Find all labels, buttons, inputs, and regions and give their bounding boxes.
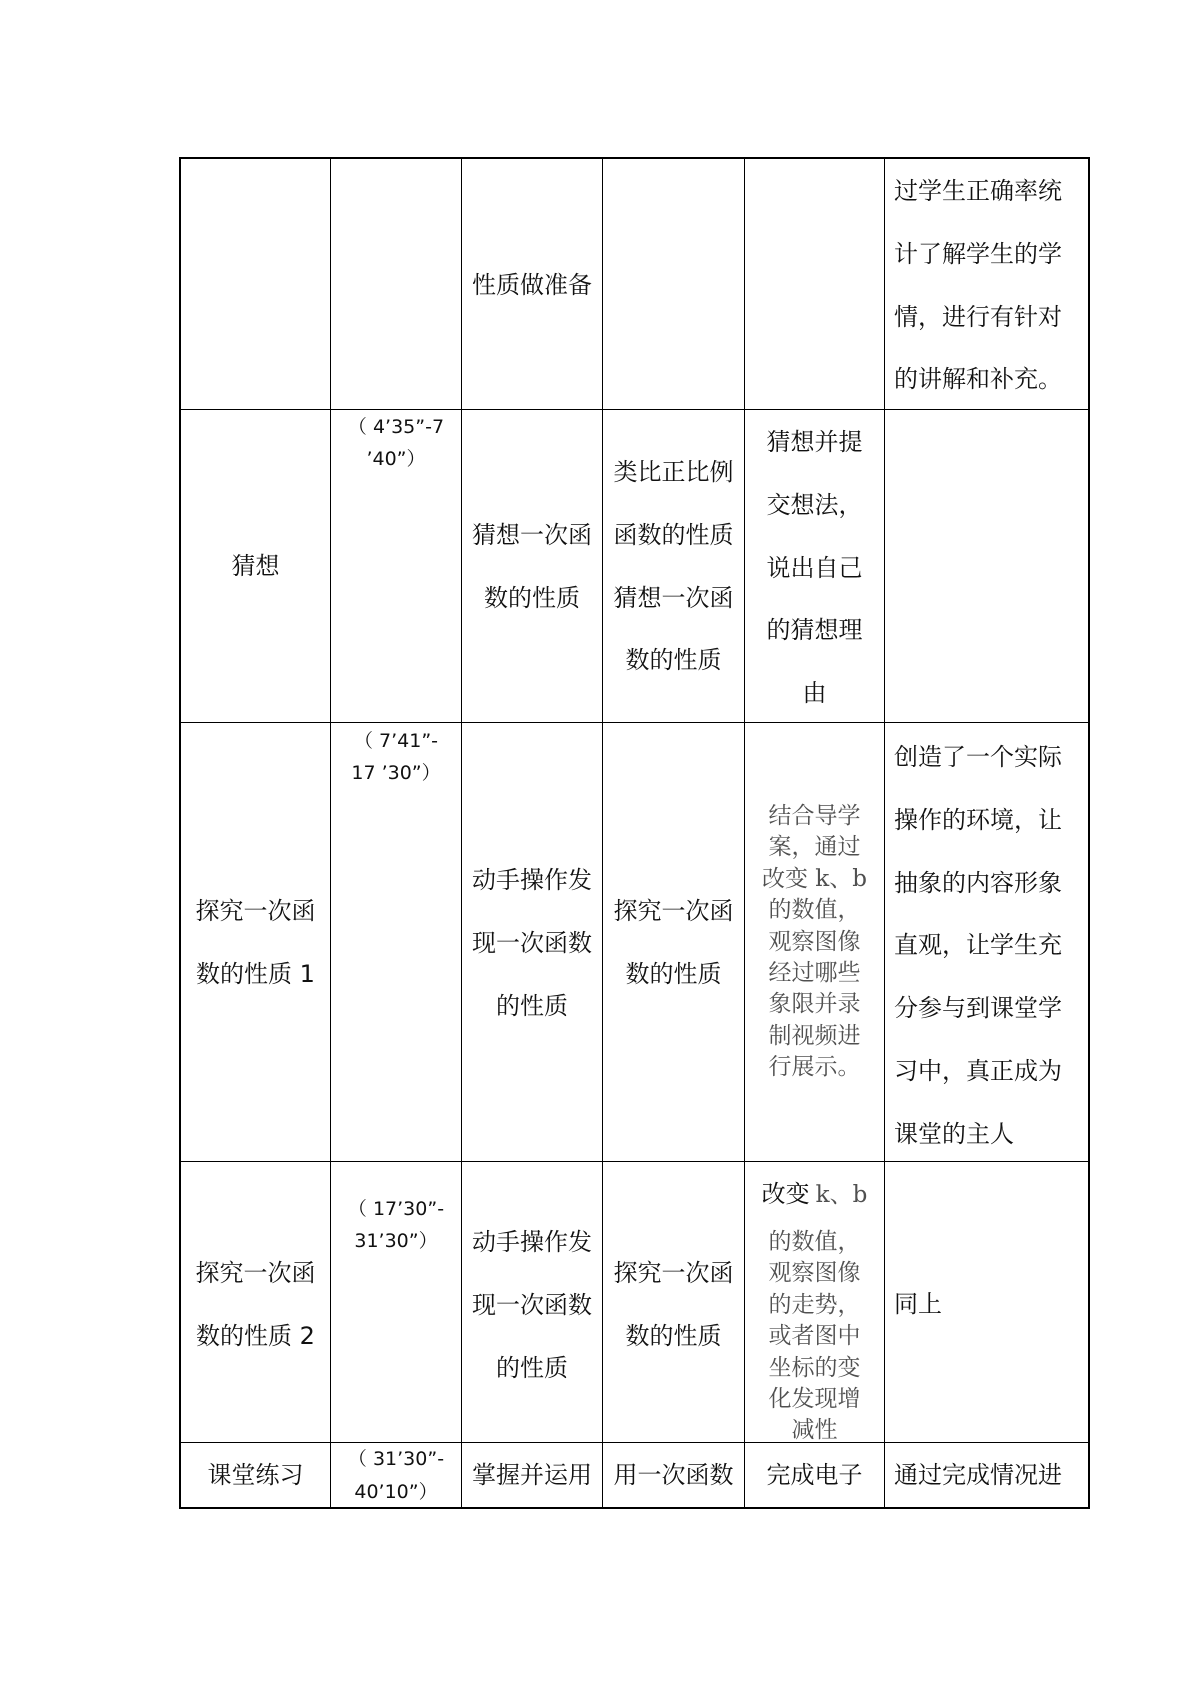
table-cell bbox=[602, 1442, 745, 1508]
cell-line: 案，通过 bbox=[768, 834, 861, 861]
cell-line: 情，进行有针对 bbox=[894, 302, 1062, 331]
cell-text bbox=[462, 504, 602, 630]
time-range-line: （ 31’30”- bbox=[347, 1448, 445, 1470]
cell-line-lead: 改变 bbox=[761, 1180, 810, 1208]
table-cell bbox=[744, 1442, 885, 1508]
cell-line: 数的性质 bbox=[625, 959, 722, 988]
cell-line: 的数值， bbox=[768, 897, 861, 924]
table-cell bbox=[461, 722, 603, 1162]
cell-line: 性质做准备 bbox=[472, 271, 592, 299]
table-cell bbox=[884, 158, 1089, 410]
cell-line: 猜想并提 bbox=[766, 428, 863, 456]
cell-line: 象限并录 bbox=[768, 991, 861, 1018]
cell-line: 坐标的变 bbox=[768, 1354, 861, 1381]
cell-line: 现一次函数 bbox=[472, 1290, 592, 1319]
time-range bbox=[331, 725, 461, 789]
cell-line: 行展示。 bbox=[768, 1054, 861, 1081]
cell-line: 分参与到课堂学 bbox=[894, 994, 1062, 1023]
cell-line: 操作的环境，让 bbox=[894, 805, 1062, 834]
table-cell bbox=[744, 409, 885, 723]
cell-line bbox=[745, 1162, 884, 1227]
cell-text bbox=[181, 535, 330, 598]
cell-line: 数的性质 2 bbox=[196, 1321, 315, 1350]
cell-text bbox=[745, 411, 884, 725]
table-cell bbox=[744, 1161, 885, 1443]
table-cell bbox=[461, 1161, 603, 1443]
cell-text bbox=[603, 880, 744, 1006]
cell-text bbox=[603, 1444, 744, 1507]
cell-line: 的性质 bbox=[496, 1353, 568, 1382]
table-cell bbox=[744, 158, 885, 410]
cell-text bbox=[462, 849, 602, 1037]
time-range-line: 31’30”） bbox=[354, 1230, 438, 1252]
table-cell bbox=[884, 1442, 1089, 1508]
table-cell bbox=[330, 722, 462, 1162]
cell-text bbox=[745, 801, 884, 1084]
cell-line: 现一次函数 bbox=[472, 928, 592, 957]
table-cell bbox=[461, 409, 603, 723]
cell-line: 数的性质 bbox=[625, 646, 722, 675]
table-cell bbox=[461, 1442, 603, 1508]
time-range-line: （ 17’30”- bbox=[347, 1198, 445, 1220]
time-range-line: 17 ’30”） bbox=[351, 762, 441, 784]
cell-text bbox=[462, 1444, 602, 1507]
cell-text bbox=[181, 1444, 330, 1507]
table-cell bbox=[330, 1161, 462, 1443]
cell-line: 或者图中 bbox=[768, 1323, 861, 1350]
table-cell bbox=[180, 409, 331, 723]
cell-text bbox=[745, 1162, 884, 1447]
cell-line: 用一次函数 bbox=[613, 1461, 734, 1489]
time-range-line: ’40”） bbox=[366, 448, 426, 470]
cell-line: 数的性质 1 bbox=[196, 959, 315, 988]
cell-line: 的数值， bbox=[768, 1229, 861, 1255]
time-range bbox=[331, 1193, 461, 1257]
table-cell bbox=[180, 1161, 331, 1443]
time-range-line: 40’10”） bbox=[354, 1481, 438, 1503]
cell-line: 完成电子 bbox=[766, 1461, 863, 1489]
table-cell bbox=[884, 409, 1089, 723]
cell-line: 猜想一次函 bbox=[613, 583, 734, 612]
cell-text bbox=[181, 880, 330, 1006]
cell-line: 课堂的主人 bbox=[894, 1119, 1014, 1148]
cell-line: 探究一次函 bbox=[195, 897, 316, 925]
table-cell bbox=[744, 722, 885, 1162]
table-cell bbox=[180, 1442, 331, 1508]
table-cell bbox=[602, 158, 745, 410]
table-cell bbox=[330, 158, 462, 410]
cell-line: 经过哪些 bbox=[768, 960, 861, 987]
cell-text bbox=[181, 1242, 330, 1368]
cell-line: 探究一次函 bbox=[613, 1259, 734, 1287]
cell-line: 探究一次函 bbox=[613, 897, 734, 925]
cell-line: 计了解学生的学 bbox=[894, 239, 1062, 268]
cell-line: 的走势， bbox=[768, 1291, 861, 1318]
table-cell bbox=[461, 158, 603, 410]
cell-text bbox=[462, 254, 602, 317]
cell-line: 动手操作发 bbox=[472, 866, 592, 894]
cell-line: 制视频进 bbox=[768, 1022, 861, 1049]
cell-line: 习中，真正成为 bbox=[894, 1056, 1062, 1085]
time-range bbox=[331, 1443, 461, 1509]
cell-text bbox=[603, 1242, 744, 1368]
cell-text bbox=[885, 726, 1088, 1166]
cell-line: 数的性质 bbox=[484, 583, 580, 612]
cell-line: 说出自己 bbox=[766, 553, 863, 582]
cell-line: 结合导学 bbox=[768, 803, 861, 829]
cell-line: 的性质 bbox=[496, 991, 568, 1020]
cell-line: 同上 bbox=[894, 1290, 942, 1318]
table-cell bbox=[884, 1161, 1089, 1443]
cell-line-tail: k、b bbox=[815, 1182, 868, 1208]
cell-line: 抽象的内容形象 bbox=[894, 868, 1062, 897]
cell-line: 交想法， bbox=[766, 490, 863, 519]
cell-line: 直观，让学生充 bbox=[894, 931, 1062, 960]
cell-line: 类比正比例 bbox=[613, 458, 734, 486]
table-cell bbox=[602, 1161, 745, 1443]
cell-line: 观察图像 bbox=[768, 1260, 861, 1287]
cell-line: 化发现增 bbox=[768, 1386, 861, 1413]
table-cell bbox=[180, 158, 331, 410]
table-cell bbox=[602, 409, 745, 723]
cell-line: 课堂练习 bbox=[207, 1461, 304, 1489]
cell-line: 掌握并运用 bbox=[472, 1461, 592, 1489]
cell-line: 减性 bbox=[791, 1417, 838, 1444]
table-cell bbox=[602, 722, 745, 1162]
cell-line: 的讲解和补充。 bbox=[894, 365, 1062, 394]
table-cell bbox=[330, 1442, 462, 1508]
cell-line: 猜想一次函 bbox=[472, 521, 592, 549]
cell-line: 数的性质 bbox=[625, 1321, 722, 1350]
cell-text bbox=[885, 1273, 1088, 1336]
cell-line: 创造了一个实际 bbox=[894, 743, 1062, 771]
cell-text bbox=[745, 1444, 884, 1507]
cell-line: 由 bbox=[802, 679, 827, 708]
time-range-line: （ 4’35”-7 bbox=[347, 416, 445, 438]
cell-line: 动手操作发 bbox=[472, 1228, 592, 1256]
cell-line: 猜想 bbox=[231, 552, 280, 580]
lesson-plan-table bbox=[180, 158, 1089, 1508]
cell-line: 观察图像 bbox=[768, 928, 861, 955]
table-cell bbox=[330, 409, 462, 723]
cell-line: 的猜想理 bbox=[766, 616, 863, 645]
cell-text bbox=[603, 441, 744, 692]
cell-text bbox=[462, 1211, 602, 1399]
cell-line: 探究一次函 bbox=[195, 1259, 316, 1287]
time-range bbox=[331, 411, 461, 475]
cell-line: 过学生正确率统 bbox=[894, 177, 1062, 205]
time-range-line: （ 7’41”- bbox=[353, 730, 439, 752]
cell-text bbox=[885, 1444, 1088, 1507]
table-cell bbox=[884, 722, 1089, 1162]
cell-text bbox=[885, 160, 1088, 411]
cell-line: 改变 k、b bbox=[762, 865, 867, 892]
cell-line: 函数的性质 bbox=[613, 520, 734, 549]
cell-line: 通过完成情况进 bbox=[894, 1461, 1062, 1489]
table-cell bbox=[180, 722, 331, 1162]
